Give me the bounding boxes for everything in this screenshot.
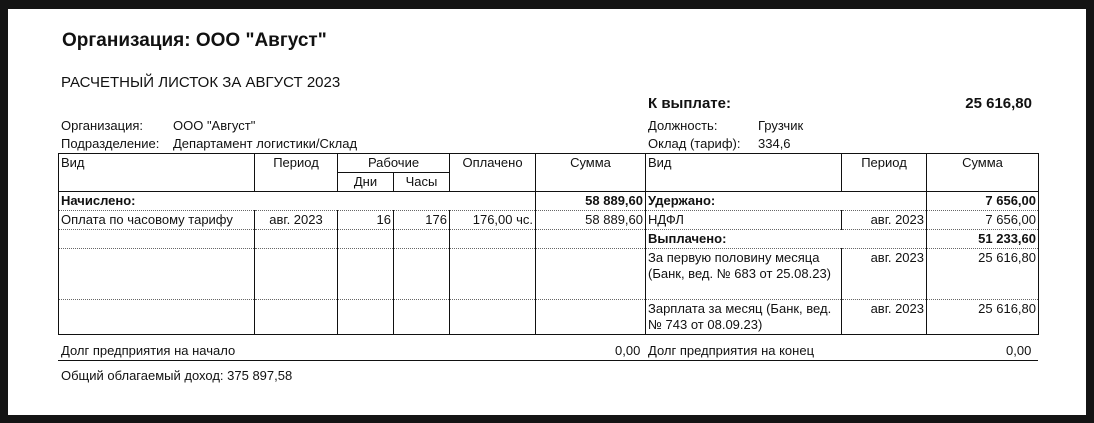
org-label: Организация: <box>61 118 144 133</box>
header-kind-right: Вид <box>646 154 842 192</box>
ndfl-period: авг. 2023 <box>842 211 927 230</box>
debt-start-value: 0,00 <box>615 343 641 358</box>
table-row <box>59 230 1039 249</box>
header-period-right: Период <box>842 154 927 192</box>
accrual-days: 16 <box>338 211 394 230</box>
debt-end-label: Долг предприятия на конец <box>648 343 815 358</box>
accrual-hours: 176 <box>394 211 450 230</box>
accrual-name: Оплата по часовому тарифу <box>59 211 255 230</box>
position-value: Грузчик <box>758 118 804 133</box>
accrual-paid: 176,00 чс. <box>450 211 536 230</box>
payout-1-name: За первую половину месяца (Банк, вед. № 683 от 25.08.23) <box>646 249 842 300</box>
header-paid: Оплачено <box>450 154 536 192</box>
header-kind: Вид <box>59 154 255 192</box>
payout-2-sum: 25 616,80 <box>927 300 1039 335</box>
paid-out-total: 51 233,60 <box>927 230 1039 249</box>
header-sum: Сумма <box>536 154 646 192</box>
payout-1-sum: 25 616,80 <box>927 249 1039 300</box>
ndfl-name: НДФЛ <box>646 211 842 230</box>
payslip-table <box>58 153 1039 335</box>
organization-title: Организация: ООО "Август" <box>62 30 327 51</box>
header-sum-right: Сумма <box>927 154 1039 192</box>
payout-2-name: Зарплата за месяц (Банк, вед. № 743 от 08.09.23) <box>646 300 842 335</box>
to-pay-label: К выплате: <box>648 95 731 112</box>
payslip-table-wrapper <box>58 153 1038 335</box>
table-row <box>59 211 1039 230</box>
payout-2-period: авг. 2023 <box>842 300 927 335</box>
debt-start-label: Долг предприятия на начало <box>61 343 236 358</box>
header-hours: Часы <box>394 173 450 192</box>
position-label: Должность: <box>648 118 718 133</box>
header-period: Период <box>255 154 338 192</box>
accrual-period: авг. 2023 <box>255 211 338 230</box>
org-value: ООО "Август" <box>173 118 256 133</box>
accrued-label: Начислено: <box>59 192 536 211</box>
withheld-label: Удержано: <box>646 192 927 211</box>
withheld-total: 7 656,00 <box>927 192 1039 211</box>
payslip-sheet <box>8 9 1086 415</box>
taxable-income: Общий облагаемый доход: 375 897,58 <box>61 368 293 383</box>
accrual-sum: 58 889,60 <box>536 211 646 230</box>
dept-label: Подразделение: <box>61 136 160 151</box>
table-row <box>59 300 1039 335</box>
footer-divider <box>58 360 1038 361</box>
ndfl-sum: 7 656,00 <box>927 211 1039 230</box>
to-pay-value: 25 616,80 <box>965 95 1032 112</box>
salary-value: 334,6 <box>758 136 791 151</box>
header-working: Рабочие <box>338 154 450 173</box>
accrued-total: 58 889,60 <box>536 192 646 211</box>
payout-1-period: авг. 2023 <box>842 249 927 300</box>
document-title: РАСЧЕТНЫЙ ЛИСТОК ЗА АВГУСТ 2023 <box>61 74 341 91</box>
debt-end-value: 0,00 <box>1006 343 1032 358</box>
table-row <box>59 249 1039 300</box>
dept-value: Департамент логистики/Склад <box>173 136 358 151</box>
header-days: Дни <box>338 173 394 192</box>
salary-label: Оклад (тариф): <box>648 136 741 151</box>
totals-row <box>59 192 1039 211</box>
table-header-row <box>59 154 1039 173</box>
paid-out-label: Выплачено: <box>646 230 927 249</box>
